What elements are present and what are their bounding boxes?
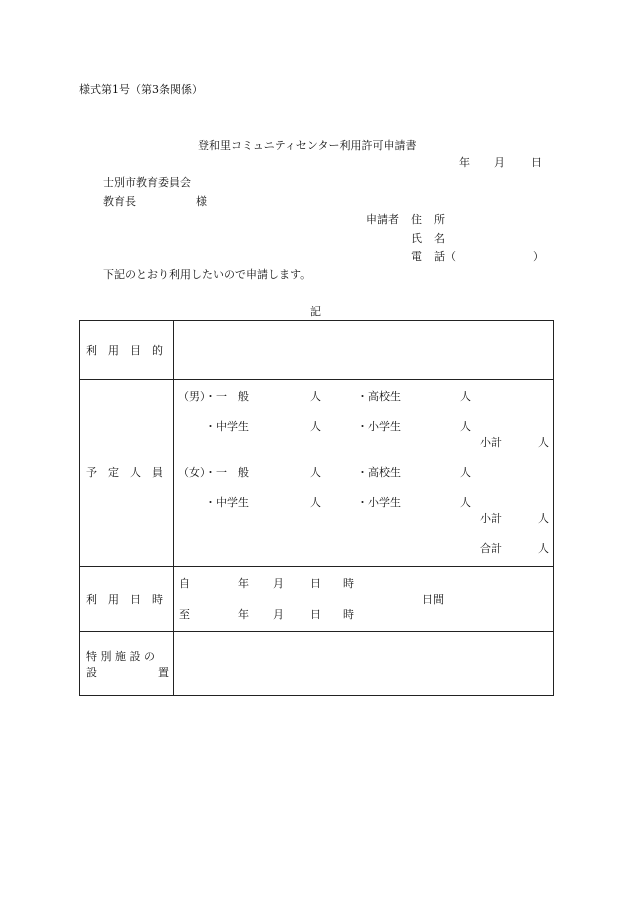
addressee-honorific: 様: [196, 195, 207, 208]
female-subtotal-label: 小計: [480, 512, 502, 525]
from-day: 日: [310, 577, 321, 590]
female-general-label: ・一 般: [205, 466, 249, 479]
special-label-line2-b: 置: [158, 666, 169, 679]
form-number: 様式第1号（第3条関係）: [79, 83, 203, 96]
phone-label-1: 電: [411, 250, 422, 263]
to-month: 月: [273, 608, 284, 621]
purpose-label: 利 用 目 的: [86, 344, 163, 357]
date-month: 月: [494, 156, 505, 169]
female-subtotal-unit: 人: [538, 512, 549, 525]
total-unit: 人: [538, 542, 549, 555]
male-highschool-label: ・高校生: [357, 390, 401, 403]
name-label-1: 氏: [411, 232, 422, 245]
address-label-2: 所: [434, 213, 445, 226]
page-title: 登和里コミュニティセンター利用許可申請書: [198, 139, 417, 152]
male-subtotal-unit: 人: [538, 436, 549, 449]
male-highschool-unit: 人: [460, 390, 471, 403]
male-subtotal-label: 小計: [480, 436, 502, 449]
application-table: [79, 320, 554, 696]
male-general-unit: 人: [310, 390, 321, 403]
dates-label: 利 用 日 時: [86, 593, 163, 606]
address-label-1: 住: [411, 213, 422, 226]
date-day: 日: [531, 156, 542, 169]
table-row-divider-1: [80, 379, 553, 380]
female-highschool-unit: 人: [460, 466, 471, 479]
female-tag: （女）: [178, 466, 211, 479]
addressee-org: 士別市教育委員会: [103, 176, 191, 189]
from-month: 月: [273, 577, 284, 590]
male-general-label: ・一 般: [205, 390, 249, 403]
to-year: 年: [238, 608, 249, 621]
addressee-title: 教育長: [103, 195, 136, 208]
from-year: 年: [238, 577, 249, 590]
female-general-unit: 人: [310, 466, 321, 479]
to-label: 至: [179, 608, 190, 621]
female-middleschool-label: ・中学生: [205, 496, 249, 509]
to-hour: 時: [343, 608, 354, 621]
name-label-2: 名: [434, 232, 445, 245]
special-label-line1: 特 別 施 設 の: [86, 650, 155, 663]
days-label: 日間: [422, 593, 444, 606]
to-day: 日: [310, 608, 321, 621]
male-elementary-unit: 人: [460, 420, 471, 433]
male-elementary-label: ・小学生: [357, 420, 401, 433]
purpose-field[interactable]: [175, 322, 551, 377]
special-facility-field[interactable]: [175, 633, 551, 693]
ki-label: 記: [310, 305, 321, 318]
total-label: 合計: [480, 542, 502, 555]
female-elementary-unit: 人: [460, 496, 471, 509]
from-label: 自: [179, 577, 190, 590]
female-middleschool-unit: 人: [310, 496, 321, 509]
female-elementary-label: ・小学生: [357, 496, 401, 509]
female-highschool-label: ・高校生: [357, 466, 401, 479]
table-row-divider-2: [80, 566, 553, 567]
intro-text: 下記のとおり利用したいので申請します。: [103, 268, 312, 281]
table-row-divider-3: [80, 631, 553, 632]
male-middleschool-unit: 人: [310, 420, 321, 433]
male-middleschool-label: ・中学生: [205, 420, 249, 433]
male-tag: （男）: [178, 390, 211, 403]
people-label: 予 定 人 員: [86, 466, 163, 479]
phone-label-2: 話（: [434, 250, 456, 263]
special-label-line2-a: 設: [86, 666, 97, 679]
from-hour: 時: [343, 577, 354, 590]
table-divider-vertical: [173, 321, 174, 695]
applicant-label: 申請者: [366, 213, 399, 226]
date-year: 年: [459, 156, 470, 169]
phone-close-paren: ）: [533, 250, 544, 263]
